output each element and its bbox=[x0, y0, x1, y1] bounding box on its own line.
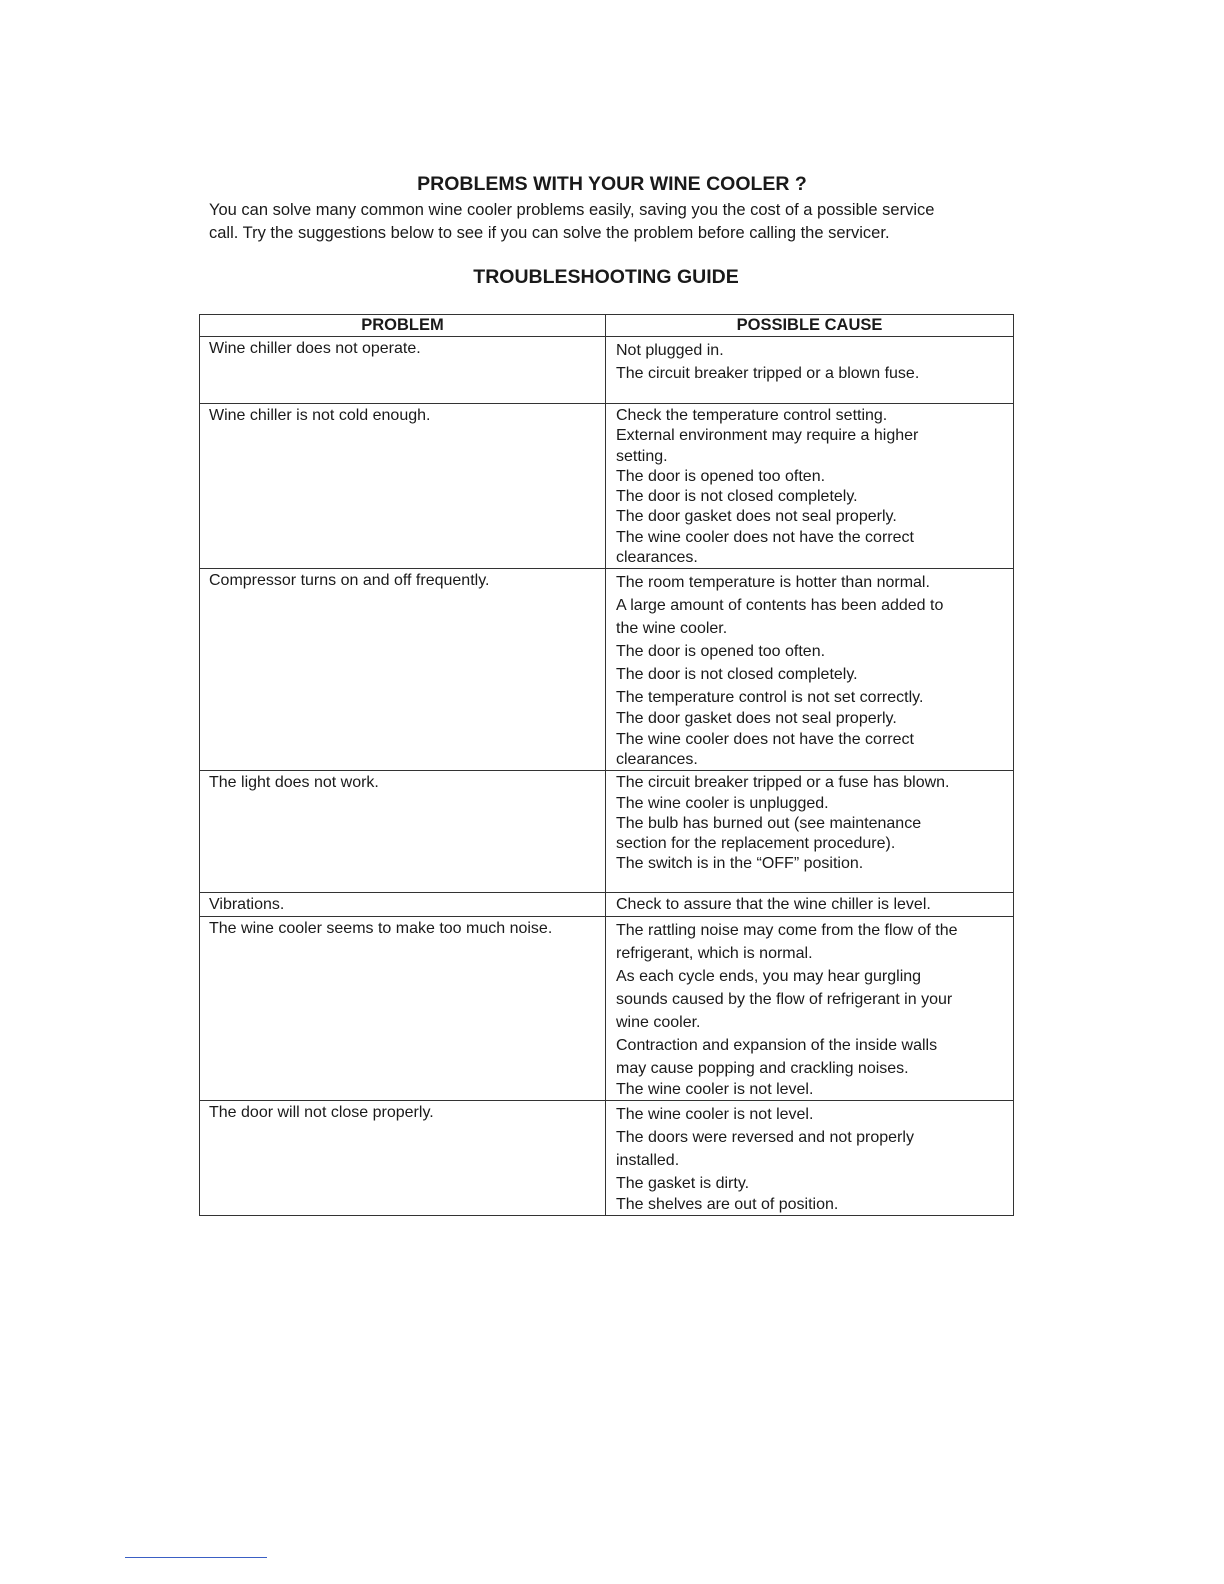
cause-line: The wine cooler is not level. bbox=[616, 1105, 814, 1123]
cause-line: Check to assure that the wine chiller is level. bbox=[616, 896, 931, 914]
intro-line: You can solve many common wine cooler problems easily, saving you the cost of a possible service bbox=[209, 201, 935, 219]
table-row bbox=[200, 893, 1014, 916]
problem-column-header: PROBLEM bbox=[200, 315, 606, 337]
cause-line: may cause popping and crackling noises. bbox=[616, 1059, 909, 1077]
cause-line: The door is opened too often. bbox=[616, 467, 826, 485]
table-row bbox=[200, 404, 1014, 569]
cause-cell bbox=[606, 569, 1014, 771]
cause-line: As each cycle ends, you may hear gurgling bbox=[616, 967, 922, 985]
cause-line: clearances. bbox=[616, 750, 698, 768]
table-row bbox=[200, 771, 1014, 893]
cause-line: installed. bbox=[616, 1151, 680, 1169]
cause-line: wine cooler. bbox=[616, 1013, 701, 1031]
cause-line: The door is not closed completely. bbox=[616, 666, 858, 684]
table-row bbox=[200, 916, 1014, 1100]
problem-cell: Vibrations. bbox=[200, 893, 606, 916]
cause-cell bbox=[606, 771, 1014, 893]
table-row bbox=[200, 337, 1014, 404]
table-header-row bbox=[200, 315, 1014, 337]
cause-line: The door gasket does not seal properly. bbox=[616, 710, 897, 728]
cause-cell bbox=[606, 893, 1014, 916]
problem-cell: The wine cooler seems to make too much noise. bbox=[200, 916, 606, 1100]
cause-line: clearances. bbox=[616, 549, 698, 567]
cause-line: The wine cooler does not have the correct bbox=[616, 730, 914, 748]
cause-cell bbox=[606, 916, 1014, 1100]
cause-line: Check the temperature control setting. bbox=[616, 407, 888, 424]
problem-cell: The door will not close properly. bbox=[200, 1100, 606, 1215]
problem-cell: Compressor turns on and off frequently. bbox=[200, 569, 606, 771]
cause-line: The room temperature is hotter than normal. bbox=[616, 574, 930, 592]
cause-line: setting. bbox=[616, 447, 668, 465]
table-row bbox=[200, 569, 1014, 771]
cause-line: The door gasket does not seal properly. bbox=[616, 508, 897, 526]
cause-line: Contraction and expansion of the inside walls bbox=[616, 1036, 938, 1054]
problem-cell: Wine chiller is not cold enough. bbox=[200, 404, 606, 569]
cause-cell bbox=[606, 1100, 1014, 1215]
intro-paragraph bbox=[209, 199, 1009, 245]
cause-line: The doors were reversed and not properly bbox=[616, 1128, 914, 1146]
intro-line: call. Try the suggestions below to see if you can solve the problem before calling the servicer. bbox=[209, 224, 890, 242]
troubleshooting-table bbox=[199, 314, 1014, 1216]
cause-line: The rattling noise may come from the flow of the bbox=[616, 921, 958, 939]
cause-line: The circuit breaker tripped or a fuse has blown. bbox=[616, 774, 950, 792]
problem-cell: The light does not work. bbox=[200, 771, 606, 893]
cause-cell bbox=[606, 404, 1014, 569]
cause-line: Not plugged in. bbox=[616, 342, 724, 359]
cause-line: The wine cooler does not have the correct bbox=[616, 528, 914, 546]
cause-line: The circuit breaker tripped or a blown fuse. bbox=[616, 365, 920, 382]
cause-line: sounds caused by the flow of refrigerant in your bbox=[616, 990, 953, 1008]
cause-line: A large amount of contents has been added to bbox=[616, 597, 944, 615]
cause-line: The wine cooler is not level. bbox=[616, 1080, 814, 1098]
cause-column-header: POSSIBLE CAUSE bbox=[606, 315, 1014, 337]
cause-line: The gasket is dirty. bbox=[616, 1174, 750, 1192]
cause-cell bbox=[606, 337, 1014, 404]
cause-line: refrigerant, which is normal. bbox=[616, 944, 813, 962]
cause-line: The shelves are out of position. bbox=[616, 1195, 839, 1213]
footnote-separator bbox=[125, 1557, 267, 1558]
cause-line: the wine cooler. bbox=[616, 620, 728, 638]
cause-line: The bulb has burned out (see maintenance bbox=[616, 814, 922, 832]
cause-line: The temperature control is not set correctly. bbox=[616, 689, 924, 707]
cause-line: The switch is in the “OFF” position. bbox=[616, 855, 864, 873]
cause-line: External environment may require a higher bbox=[616, 427, 919, 445]
cause-line: The door is opened too often. bbox=[616, 643, 826, 661]
section-title: TROUBLESHOOTING GUIDE bbox=[473, 266, 739, 288]
table-row bbox=[200, 1100, 1014, 1215]
problem-cell: Wine chiller does not operate. bbox=[200, 337, 606, 404]
page-title: PROBLEMS WITH YOUR WINE COOLER ? bbox=[417, 173, 807, 195]
cause-line: section for the replacement procedure). bbox=[616, 835, 896, 853]
cause-line: The door is not closed completely. bbox=[616, 488, 858, 506]
cause-line: The wine cooler is unplugged. bbox=[616, 794, 829, 812]
